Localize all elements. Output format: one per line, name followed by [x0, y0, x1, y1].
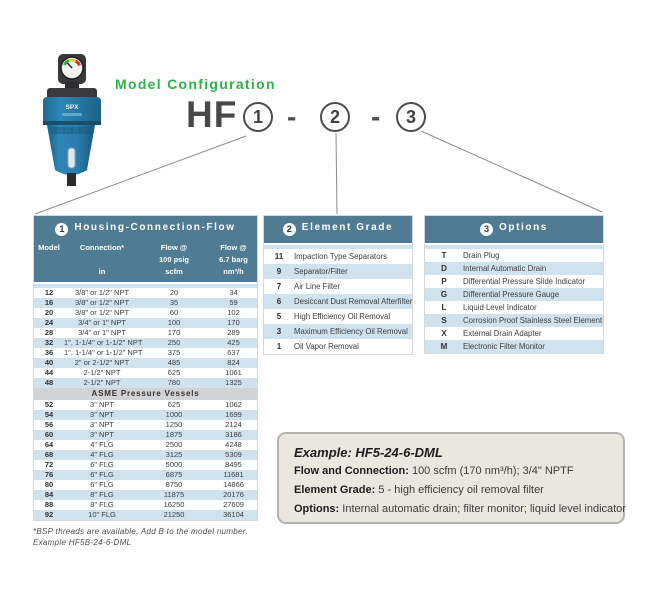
model-cell: 84 [44, 490, 54, 499]
housing-table-row [34, 470, 257, 480]
label-cell: Desiccant Dust Removal Afterfilter [294, 297, 413, 306]
page-title: Model Configuration [115, 76, 276, 92]
code-cell: 7 [276, 282, 282, 291]
nm3h-cell: 1325 [225, 378, 242, 387]
differential-pressure-gauge-icon [58, 54, 86, 90]
label-cell: Air Line Filter [294, 282, 340, 291]
nm3h-cell: 289 [227, 328, 240, 337]
housing-table-row [34, 338, 257, 348]
scfm-cell: 100 [167, 318, 181, 327]
scfm-cell: 625 [167, 368, 181, 377]
nm3h-cell: 5309 [225, 450, 242, 459]
options-title: 3 Options [425, 216, 603, 243]
housing-column-headers: Model Connection* in Flow @ 100 psig scfm Flow @ 6.7 barg nm³/h [34, 236, 257, 282]
housing-table-row [34, 500, 257, 510]
scfm-cell: 60 [169, 308, 179, 317]
nm3h-cell: 824 [227, 358, 240, 367]
label-cell: Separator/Filter [294, 267, 348, 276]
connection-cell: 4" FLG [90, 450, 114, 459]
nm3h-cell: 34 [229, 288, 238, 297]
element-grade-table [263, 215, 413, 355]
model-cell: 76 [44, 470, 54, 479]
code-cell: X [441, 329, 447, 338]
example-flow-line: Flow and Connection: 100 scfm (170 nm³/h); 3/4" NPTF [294, 465, 574, 477]
code-cell: G [440, 290, 448, 299]
model-cell: 60 [44, 430, 54, 439]
nm3h-cell: 11681 [223, 470, 244, 479]
scfm-cell: 11875 [163, 490, 185, 499]
model-cell: 64 [44, 440, 54, 449]
element-grade-title: 2 Element Grade [264, 216, 412, 243]
connection-cell: 3" NPT [90, 420, 114, 429]
housing-table-row [34, 490, 257, 500]
housing-table-row [34, 348, 257, 358]
nm3h-cell: 20176 [223, 490, 244, 499]
model-cell: 12 [44, 288, 54, 297]
model-cell: 54 [44, 410, 54, 419]
options-row [425, 288, 603, 301]
connection-cell: 1", 1-1/4" or 1-1/2" NPT [64, 348, 143, 357]
code-cell: L [441, 303, 447, 312]
model-cell: 88 [44, 500, 54, 509]
connection-cell: 3" NPT [90, 400, 114, 409]
housing-table-header [34, 216, 257, 282]
example-callout-box [277, 432, 625, 524]
scfm-cell: 1000 [165, 410, 183, 419]
model-code-dash-1: - [287, 101, 297, 132]
code-cell: S [441, 316, 447, 325]
model-cell: 92 [44, 510, 54, 519]
col-header-flow-psig: Flow @ [160, 243, 188, 252]
number-3-badge-icon: 3 [480, 223, 493, 236]
scfm-cell: 6875 [165, 470, 183, 479]
scfm-cell: 5000 [165, 460, 183, 469]
model-cell: 56 [44, 420, 54, 429]
connection-cell: 10" FLG [88, 510, 116, 519]
col-header-connection: Connection* [79, 243, 125, 252]
filter-bowl [47, 125, 95, 186]
housing-table-row [34, 480, 257, 490]
housing-table-row [34, 450, 257, 460]
model-cell: 68 [44, 450, 54, 459]
label-cell: Internal Automatic Drain [463, 264, 547, 273]
nm3h-cell: 170 [227, 318, 240, 327]
connection-cell: 3/8" or 1/2" NPT [74, 288, 130, 297]
model-code-prefix: HF [186, 94, 238, 135]
model-cell: 80 [44, 480, 54, 489]
nm3h-cell: 1062 [225, 400, 242, 409]
housing-table-row [34, 410, 257, 420]
connection-cell: 3/8" or 1/2" NPT [74, 308, 130, 317]
nm3h-cell: 3186 [225, 430, 242, 439]
sight-glass-indicator [68, 148, 75, 168]
housing-table-row [34, 378, 257, 388]
col-header-model: Model [38, 243, 60, 252]
element-grade-row [264, 264, 412, 279]
col-header-flow-barg: Flow @ [220, 243, 247, 252]
example-options-line: Options: Internal automatic drain; filter monitor; liquid level indicator [294, 503, 626, 515]
options-table [424, 215, 604, 354]
housing-table-row [34, 460, 257, 470]
label-cell: Corrosion Proof Stainless Steel Element [463, 316, 603, 325]
connection-cell: 3/4" or 1" NPT [78, 318, 126, 327]
housing-table-row [34, 358, 257, 368]
connection-cell: 1", 1-1/4" or 1-1/2" NPT [64, 338, 143, 347]
options-header [425, 216, 603, 243]
filter-product-photo [38, 52, 104, 196]
connection-cell: 2" or 2-1/2" NPT [74, 358, 130, 367]
nm3h-cell: 59 [229, 298, 238, 307]
connection-cell: 4" FLG [90, 440, 114, 449]
element-grade-row [264, 279, 412, 294]
element-grade-row [264, 294, 412, 309]
element-grade-header [264, 216, 412, 243]
housing-table-row [34, 288, 257, 298]
housing-table-row [34, 400, 257, 410]
col-header-connection-unit: in [98, 267, 106, 276]
label-cell: Differential Pressure Gauge [463, 290, 560, 299]
scfm-cell: 780 [167, 378, 181, 387]
label-cell: Liquid Level Indicator [463, 303, 537, 312]
model-cell: 20 [44, 308, 54, 317]
nm3h-cell: 8495 [225, 460, 242, 469]
model-cell: 40 [44, 358, 54, 367]
code-cell: 5 [276, 312, 282, 321]
model-cell: 36 [44, 348, 54, 357]
housing-table-row [34, 440, 257, 450]
housing-table-row [34, 308, 257, 318]
number-2-badge-icon: 2 [283, 223, 296, 236]
housing-rows-npt [34, 288, 257, 388]
asme-section-header: ASME Pressure Vessels [34, 388, 257, 400]
connection-cell: 3/4" or 1" NPT [78, 328, 126, 337]
housing-table-row [34, 510, 257, 520]
model-cell: 16 [44, 298, 54, 307]
scfm-cell: 16250 [163, 500, 185, 509]
housing-table-title: 1 Housing-Connection-Flow [34, 216, 257, 236]
connection-cell: 3" NPT [90, 430, 114, 439]
label-cell: Electronic Filter Monitor [463, 342, 545, 351]
scfm-cell: 375 [167, 348, 181, 357]
model-cell: 32 [44, 338, 54, 347]
connection-cell: 6" FLG [90, 470, 114, 479]
connection-cell: 3/8" or 1/2" NPT [74, 298, 130, 307]
model-cell: 48 [44, 378, 54, 387]
element-grade-row [264, 309, 412, 324]
element-grade-row [264, 324, 412, 339]
nm3h-cell: 2124 [225, 420, 242, 429]
model-cell: 28 [44, 328, 54, 337]
scfm-cell: 1875 [165, 430, 183, 439]
model-code-dash-2: - [371, 101, 381, 132]
connection-cell: 8" FLG [90, 490, 114, 499]
model-cell: 44 [44, 368, 54, 377]
code-cell: 9 [276, 267, 282, 276]
nm3h-cell: 102 [227, 308, 240, 317]
scfm-cell: 1250 [165, 420, 183, 429]
label-cell: Impaction Type Separators [294, 252, 388, 261]
housing-rows-asme [34, 400, 257, 520]
scfm-cell: 2500 [165, 440, 183, 449]
housing-table-row [34, 368, 257, 378]
options-row [425, 314, 603, 327]
label-cell: Drain Plug [463, 251, 500, 260]
nm3h-cell: 4248 [225, 440, 242, 449]
housing-table-row [34, 420, 257, 430]
model-code-circle-1: 1 [243, 102, 273, 132]
element-grade-row [264, 339, 412, 354]
code-cell: M [440, 342, 448, 351]
nm3h-cell: 14866 [223, 480, 244, 489]
nm3h-cell: 637 [227, 348, 240, 357]
scfm-cell: 250 [167, 338, 181, 347]
housing-table-row [34, 430, 257, 440]
housing-table-row [34, 298, 257, 308]
code-cell: P [441, 277, 447, 286]
label-cell: External Drain Adapter [463, 329, 542, 338]
model-cell: 52 [44, 400, 54, 409]
scfm-cell: 21250 [163, 510, 185, 519]
nm3h-cell: 1061 [225, 368, 242, 377]
connection-cell: 6" FLG [90, 480, 114, 489]
scfm-cell: 35 [169, 298, 179, 307]
options-row [425, 340, 603, 353]
code-cell: T [441, 251, 447, 260]
nm3h-cell: 425 [227, 338, 240, 347]
code-cell: 11 [274, 252, 284, 261]
nm3h-cell: 27609 [223, 500, 244, 509]
bsp-footnote: *BSP threads are available. Add B to the model number. Example HF5B-24-6-DML [33, 527, 248, 547]
housing-table-row [34, 318, 257, 328]
connection-cell: 3" NPT [90, 410, 114, 419]
connection-cell: 6" FLG [90, 460, 114, 469]
model-code-circle-2: 2 [320, 102, 350, 132]
code-cell: 6 [276, 297, 282, 306]
filter-head [43, 88, 101, 125]
element-grade-row [264, 249, 412, 264]
number-1-badge-icon: 1 [55, 223, 68, 236]
housing-connection-flow-table [33, 215, 258, 521]
model-code-circle-3: 3 [396, 102, 426, 132]
model-cell: 72 [44, 460, 54, 469]
options-row [425, 301, 603, 314]
code-cell: 3 [276, 327, 282, 336]
options-row [425, 327, 603, 340]
nm3h-cell: 36104 [223, 510, 244, 519]
label-cell: Maximum Efficiency Oil Removal [294, 327, 408, 336]
example-model-number: Example: HF5-24-6-DML [294, 445, 443, 460]
label-cell: High Efficiency Oil Removal [294, 312, 391, 321]
connection-cell: 2-1/2" NPT [83, 368, 121, 377]
scfm-cell: 3125 [165, 450, 183, 459]
model-cell: 24 [44, 318, 54, 327]
nm3h-cell: 1699 [225, 410, 242, 419]
housing-table-row [34, 328, 257, 338]
example-grade-line: Element Grade: 5 - high efficiency oil removal filter [294, 484, 544, 496]
options-row [425, 262, 603, 275]
options-row [425, 275, 603, 288]
connection-cell: 2-1/2" NPT [83, 378, 121, 387]
options-rows [425, 249, 603, 353]
code-cell: D [441, 264, 447, 273]
brand-label: SPX [65, 104, 79, 111]
connection-cell: 8" FLG [90, 500, 114, 509]
scfm-cell: 170 [167, 328, 181, 337]
code-cell: 1 [276, 342, 282, 351]
options-row [425, 249, 603, 262]
drain-port [67, 173, 76, 186]
scfm-cell: 625 [167, 400, 181, 409]
scfm-cell: 8750 [165, 480, 183, 489]
element-grade-rows [264, 249, 412, 354]
label-cell: Oil Vapor Removal [294, 342, 359, 351]
scfm-cell: 20 [169, 288, 179, 297]
scfm-cell: 485 [167, 358, 181, 367]
label-cell: Differential Pressure Slide Indicator [463, 277, 586, 286]
